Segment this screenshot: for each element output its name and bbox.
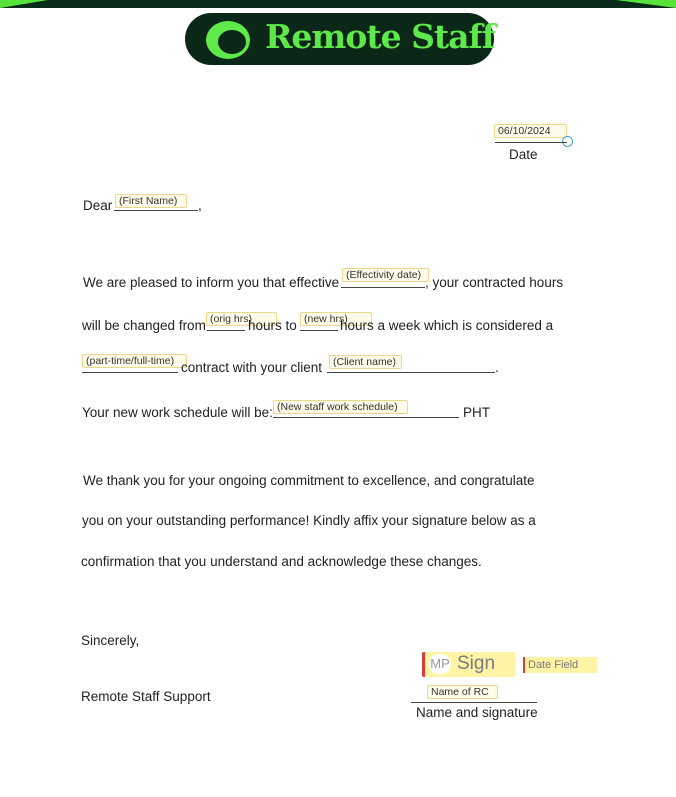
work-schedule-field[interactable]: (New staff work schedule): [273, 400, 408, 414]
top-accent-right: [616, 0, 676, 8]
salutation-prefix: Dear: [83, 198, 113, 213]
type-underline: [82, 372, 178, 373]
p1-line1-start: We are pleased to inform you that effective: [83, 275, 340, 290]
p2-line3: confirmation that you understand and acknowledge these changes.: [81, 554, 482, 569]
first-name-underline: [114, 210, 198, 211]
client-underline: [327, 372, 495, 373]
sign-label: Sign: [457, 653, 496, 674]
logo-ring-icon: [202, 17, 256, 63]
schedule-prefix: Your new work schedule will be:: [82, 405, 273, 420]
p1-line3-end: .: [495, 360, 499, 375]
date-field[interactable]: Date Field: [523, 657, 597, 673]
new-hrs-underline: [300, 330, 338, 331]
p1-line3-start: contract with your client: [181, 360, 323, 375]
date-underline: [495, 142, 567, 143]
effectivity-underline: [341, 287, 425, 288]
brand-name: Remote Staff: [265, 17, 495, 56]
first-name-field[interactable]: (First Name): [115, 194, 187, 208]
company-logo: [185, 13, 494, 65]
p1-line2-start: will be changed from: [82, 318, 206, 333]
effectivity-date-field[interactable]: (Effectivity date): [342, 268, 429, 282]
schedule-underline: [273, 417, 459, 418]
orig-hrs-underline: [207, 330, 245, 331]
p1-line2-mid: hours to: [248, 318, 297, 333]
sign-button[interactable]: [422, 652, 515, 677]
new-hrs-field[interactable]: (new hrs): [300, 312, 372, 326]
p2-line1: We thank you for your ongoing commitment to excellence, and congratulate: [83, 473, 535, 488]
signature-caption: Name and signature: [416, 705, 538, 720]
schedule-suffix: PHT: [463, 405, 490, 420]
closing-sender: Remote Staff Support: [81, 689, 211, 704]
signer-initials-badge: MP: [429, 654, 451, 674]
contract-type-field[interactable]: (part-time/full-time): [82, 354, 187, 368]
p1-line1-end: , your contracted hours: [425, 275, 564, 290]
client-name-field[interactable]: (Client name): [329, 355, 402, 369]
date-input[interactable]: 06/10/2024: [494, 124, 567, 138]
date-label: Date: [509, 147, 538, 162]
rc-name-field[interactable]: Name of RC: [427, 685, 498, 699]
signature-underline: [411, 702, 537, 703]
top-accent-left: [0, 0, 48, 8]
orig-hrs-field[interactable]: (orig hrs): [206, 312, 277, 326]
closing-sincerely: Sincerely,: [81, 633, 140, 648]
p2-line2: you on your outstanding performance! Kindly affix your signature below as a: [82, 513, 536, 528]
p1-line2-end: hours a week which is considered a: [340, 318, 554, 333]
salutation-suffix: ,: [198, 198, 202, 213]
top-accent-bar: [0, 0, 676, 8]
